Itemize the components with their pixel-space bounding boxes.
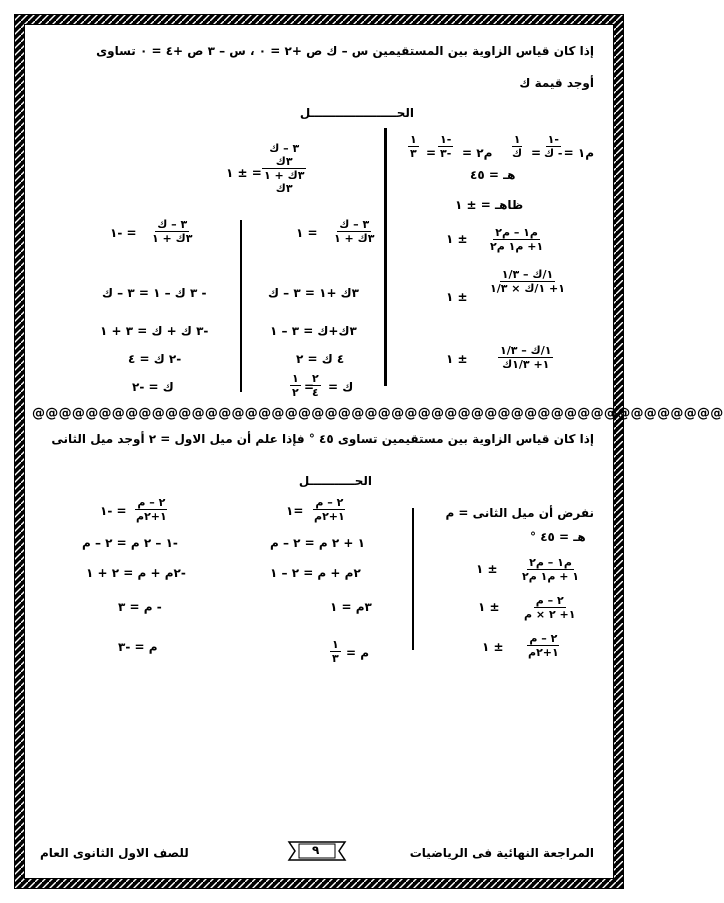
q2-mid-line5-lhs: م =: [346, 646, 370, 660]
q1-theta: هـ = ٤٥: [470, 168, 516, 182]
q2-mid-eq-den: ١+٢م: [314, 510, 345, 523]
q2-right-f2-rhs: ± ١: [478, 600, 500, 614]
q1-right-f2-num: ١/ك – ١/٣: [501, 268, 554, 281]
q2-right-frac1: [520, 556, 581, 583]
q1-mid-line3: ٣ك+ك = ٣ – ١: [270, 324, 357, 338]
q2-left-eq-rhs: = -١: [100, 504, 127, 518]
q1-m2-frac2: [408, 133, 419, 160]
q1-right-f3-den: ١+ ١/٣ك: [502, 358, 550, 371]
q1-m2-num1: -١: [440, 133, 452, 146]
q1-divider-right: [384, 128, 387, 386]
q1-right-frac3: [498, 344, 553, 371]
q2-right-f1-num: م١ – م٢: [529, 556, 572, 569]
q1-m1-den1: - ك: [544, 147, 563, 160]
q2-right-f3-rhs: ± ١: [482, 640, 504, 654]
q1-mid-l5-f1n: ٢: [312, 372, 319, 385]
q1-mid-eq1-frac: [332, 218, 376, 245]
q2-left-line4: - م = ٣: [118, 600, 162, 614]
q1-mid-top-num: ٣ – ك: [269, 142, 300, 155]
q2-solution-heading: الحـــــــــــل: [298, 474, 372, 488]
q1-mid-top-den-sub: ٣ك: [275, 182, 293, 195]
q1-m2-eq: =: [426, 146, 437, 160]
q2-left-eq-den: ١+٢م: [136, 510, 167, 523]
q2-right-frac3: [526, 632, 561, 659]
q1-mid-eq1-rhs: = ١: [296, 226, 318, 240]
q1-m2-den1: -٣: [440, 147, 452, 160]
q2-mid-line2: ١ + ٢ م = ٢ – م: [270, 536, 365, 550]
q2-mid-l5-d: ٣: [332, 652, 339, 665]
q1-left-line5: ك = -٢: [132, 380, 174, 394]
q2-right-frac2: [522, 594, 577, 621]
q1-find: أوجد قيمة ك: [519, 76, 594, 90]
q1-m1-num2: ١: [513, 133, 521, 146]
q2-left-eq-num: ٢ – م: [137, 496, 166, 509]
q2-left-eq-frac: [134, 496, 169, 523]
q2-statement: إذا كان قياس الزاوية بين مستقيمين تساوى ٤٥ ° فإذا علم أن ميل الاول = ٢ أوجد ميل الثانى: [51, 432, 594, 446]
q1-left-line4: -٢ ك = ٤: [128, 352, 182, 366]
q2-right-f3-num: ٢ – م: [529, 632, 558, 645]
page-number: ٩: [312, 843, 320, 857]
q1-mid-line5-frac2: [290, 372, 301, 399]
q1-mid-line5-eq: =: [304, 380, 315, 394]
q2-right-f2-den: ١+ ٢ × م: [524, 608, 576, 621]
q1-left-line2: - ٣ ك – ١ = ٣ – ك: [102, 286, 207, 300]
q1-m2-label: م٢ =: [462, 146, 493, 160]
q1-m1-eq: =: [531, 146, 542, 160]
q1-m2-num2: ١: [410, 133, 417, 146]
q1-mid-top-rhs: = ± ١: [226, 166, 262, 180]
q1-right-frac2: [488, 268, 567, 295]
q2-mid-eq-rhs: =١: [286, 504, 304, 518]
q1-right-f3-rhs: ± ١: [446, 352, 468, 366]
q1-right-f1-den: ١+ م١ م٢: [490, 240, 544, 253]
q1-m1-frac2: [510, 133, 524, 160]
q1-mid-eq1-den: ٣ك + ١: [334, 232, 375, 245]
q2-right-f1-rhs: ± ١: [476, 562, 498, 576]
q1-right-f2-rhs: ± ١: [446, 290, 468, 304]
q2-mid-line4: ٣م = ١: [330, 600, 372, 614]
q1-mid-eq1-num: ٣ – ك: [339, 218, 370, 231]
q1-divider-left: [240, 220, 242, 392]
q2-right-f1-den: ١ + م١ م٢: [522, 570, 580, 583]
q2-mid-eq-frac: [312, 496, 347, 523]
q1-left-eq1-den: ٣ك + ١: [152, 232, 193, 245]
q1-right-f3-num: ١/ك – ١/٣: [500, 344, 552, 357]
q2-left-line3: -٢م + م = ٢ + ١: [86, 566, 186, 580]
q2-right-f2-num: ٢ – م: [535, 594, 564, 607]
q1-m2-den2: ٣: [410, 147, 417, 160]
q2-mid-line3: ٢م + م = ٢ – ١: [270, 566, 361, 580]
q1-left-line3: -٣ ك + ك = ٣ + ١: [100, 324, 209, 338]
q1-mid-l5-f2d: ٢: [292, 386, 299, 399]
q1-left-eq1-frac: [150, 218, 194, 245]
footer-grade: للصف الاول الثانوى العام: [40, 846, 189, 860]
q2-left-line2: -١ – ٢ م = ٢ – م: [82, 536, 178, 550]
q1-m2-frac1: [438, 133, 453, 160]
q2-mid-line5-frac: [330, 638, 341, 665]
q2-assume: نفرض أن ميل الثانى = م: [445, 506, 594, 520]
q1-m1-den2: ك: [512, 147, 523, 160]
q1-mid-line4: ٤ ك = ٢: [296, 352, 345, 366]
q1-m1-label: م١ =: [563, 146, 594, 160]
q1-mid-top-den: ٣ك + ١: [264, 169, 305, 182]
q1-mid-line2: ٣ك +١ = ٣ – ك: [268, 286, 359, 300]
q1-left-eq1-rhs: = -١: [110, 226, 137, 240]
q1-m1-num1: -١: [547, 133, 559, 146]
q2-right-f3-den: ١+٢م: [528, 646, 559, 659]
q1-left-eq1-num: ٣ – ك: [157, 218, 188, 231]
q2-theta: هـ = ٤٥ °: [530, 530, 586, 544]
q2-left-line5: م = -٣: [118, 640, 158, 654]
q1-right-f1-rhs: ± ١: [446, 232, 468, 246]
q2-mid-l5-n: ١: [332, 638, 339, 651]
q2-divider: [412, 508, 414, 650]
q1-right-frac1: [488, 226, 545, 253]
q1-tan: ظاهـ = ± ١: [455, 198, 524, 212]
q1-mid-top-num-sub: ٣ك: [262, 155, 306, 169]
q1-mid-top-frac: [262, 142, 306, 195]
q1-m1-frac1: [542, 133, 564, 160]
separator-line: @@@@@@@@@@@@@@@@@@@@@@@@@@@@@@@@@@@@@@@@@@@@@@@@@@@@: [32, 406, 724, 421]
q2-mid-eq-num: ٢ – م: [315, 496, 344, 509]
q1-solution-heading: الحـــــــــــــــــــــل: [299, 106, 414, 120]
footer-subject: المراجعة النهائية فى الرياضيات: [409, 846, 594, 860]
q1-mid-line5-lhs: ك =: [328, 380, 354, 394]
q1-statement: إذا كان قياس الزاوية بين المستقيمين س – ك ص +٢ = ٠ ، س – ٣ ص +٤ = ٠ تساوى: [96, 44, 594, 58]
q1-right-f1-num: م١ – م٢: [495, 226, 538, 239]
q1-right-f2-den: ١+ ١/ك × ١/٣: [490, 282, 565, 295]
q1-mid-l5-f2n: ١: [292, 372, 299, 385]
q1-mid-l5-f1d: ٤: [312, 386, 319, 399]
